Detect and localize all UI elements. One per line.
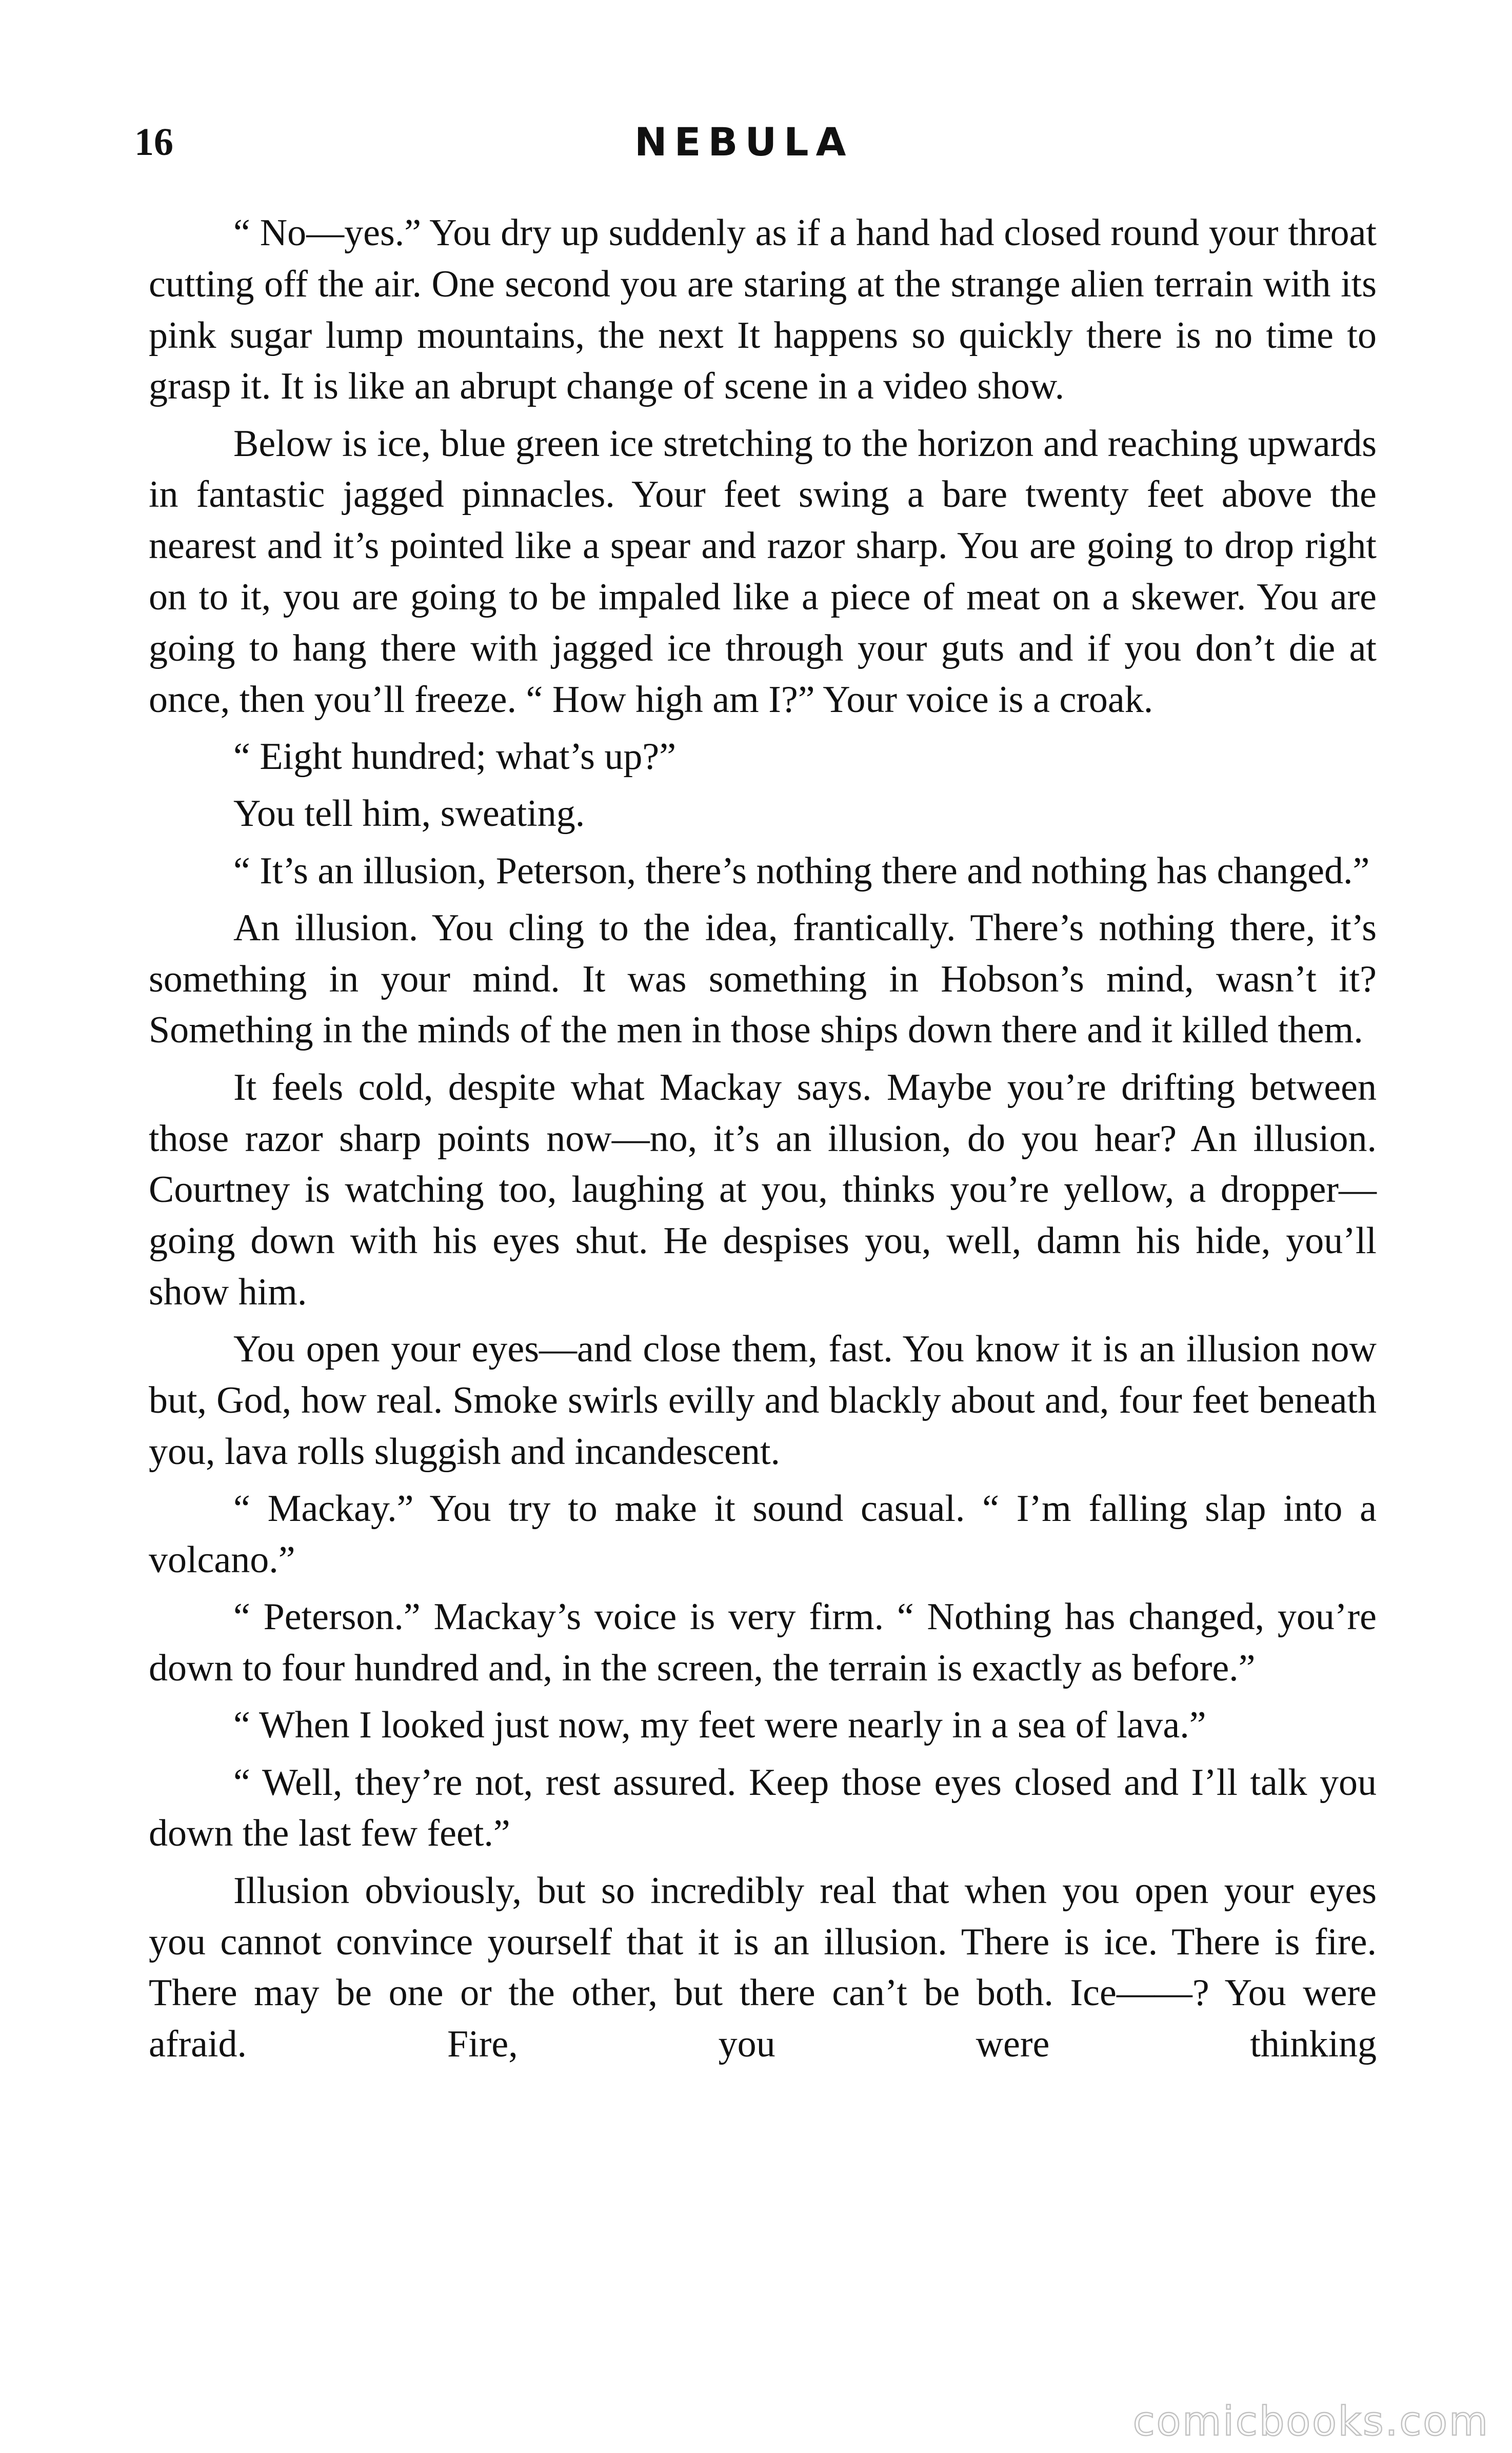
running-title: NEBULA [634, 119, 853, 165]
body-text [149, 208, 1377, 2076]
page-number: 16 [134, 121, 173, 164]
watermark: comicbooks.com [1132, 2399, 1489, 2445]
paragraph: It feels cold, despite what Mackay says. Maybe you’re drifting between those razor sharp points now—no, it’s an illusion, do you hear? An illusion. Courtney is watching too, laughing at you, thinks you’re yellow, a dropper—going down with his eyes shut. He despises you, well, damn his hide, you’ll show him. [149, 1066, 1377, 1313]
paragraph: “ Peterson.” Mackay’s voice is very firm. “ Nothing has changed, you’re down to four hundred and, in the screen, the terrain is exactly as before.” [149, 1596, 1377, 1690]
paragraph: An illusion. You cling to the idea, frantically. There’s nothing there, it’s something in your mind. It was something in Hobson’s mind, wasn’t it? Something in the minds of the men in those ships down there and it killed them. [149, 906, 1377, 1052]
paragraph: You open your eyes—and close them, fast. You know it is an illusion now but, God, how real. Smoke swirls evilly and blackly about and, four feet beneath you, lava rolls sluggish and incandescent. [149, 1328, 1377, 1473]
paragraph: “ Well, they’re not, rest assured. Keep those eyes closed and I’ll talk you down the last few feet.” [149, 1761, 1377, 1855]
paragraph: “ It’s an illusion, Peterson, there’s nothing there and nothing has changed.” [233, 849, 1370, 892]
paragraph: Illusion obviously, but so incredibly real that when you open your eyes you cannot convince yourself that it is an illusion. There is ice. There is fire. There may be one or the other, but there can’t be both. Ice——? You were afraid. Fire, you were thinking [149, 1869, 1377, 2066]
paragraph: “ When I looked just now, my feet were nearly in a sea of lava.” [233, 1704, 1206, 1747]
paragraph: “ Mackay.” You try to make it sound casual. “ I’m falling slap into a volcano.” [149, 1488, 1377, 1581]
running-head [0, 114, 1512, 170]
paragraph: You tell him, sweating. [233, 793, 585, 835]
paragraph: “ No—yes.” You dry up suddenly as if a hand had closed round your throat cutting off the air. One second you are staring at the strange alien terrain with its pink sugar lump mountains, the next It happens so quickly there is no time to grasp it. It is like an abrupt change of scene in a video show. [149, 212, 1377, 408]
paragraph: “ Eight hundred; what’s up?” [233, 735, 677, 778]
paragraph: Below is ice, blue green ice stretching to the horizon and reaching upwards in fantastic jagged pinnacles. Your feet swing a bare twenty feet above the nearest and it’s pointed like a spear and razor sharp. You are going to drop right on to it, you are going to be impaled like a piece of meat on a skewer. You are going to hang there with jagged ice through your guts and if you don’t die at once, then you’ll freeze. “ How high am I?” Your voice is a croak. [149, 422, 1377, 721]
